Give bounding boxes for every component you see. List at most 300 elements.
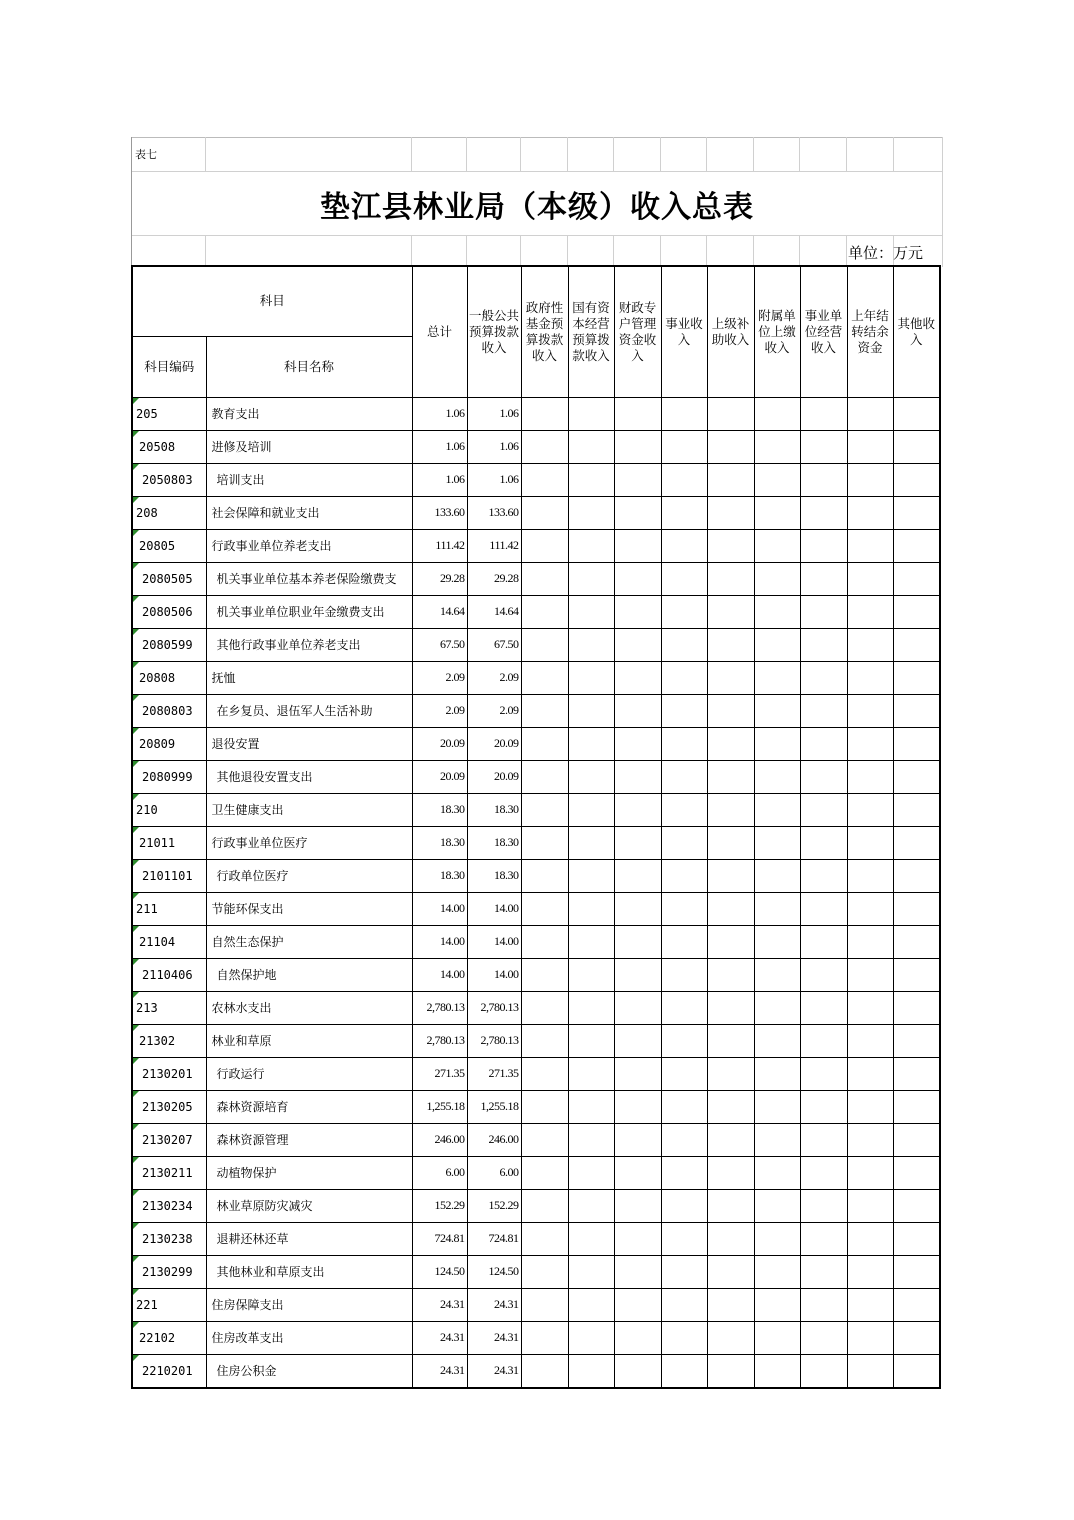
empty-cell <box>754 1090 800 1123</box>
subject-name-cell: 行政事业单位养老支出 <box>206 529 412 562</box>
empty-cell <box>800 1354 847 1388</box>
empty-cell <box>614 430 661 463</box>
empty-cell <box>800 1024 847 1057</box>
empty-cell <box>893 760 940 793</box>
empty-cell <box>568 1288 614 1321</box>
subject-name-cell: 其他林业和草原支出 <box>206 1255 412 1288</box>
empty-cell <box>521 826 568 859</box>
empty-cell <box>800 892 847 925</box>
empty-cell <box>800 1288 847 1321</box>
empty-cell <box>800 1090 847 1123</box>
subject-code-cell <box>132 628 206 661</box>
empty-cell <box>847 991 893 1024</box>
empty-cell <box>614 1024 661 1057</box>
empty-cell <box>893 1156 940 1189</box>
empty-cell <box>614 991 661 1024</box>
empty-cell <box>568 1354 614 1388</box>
header-state-capital: 国有资本经营预算拨款收入 <box>568 266 614 397</box>
cell-marker-icon <box>133 827 139 833</box>
empty-cell <box>521 1090 568 1123</box>
subject-name-cell: 其他行政事业单位养老支出 <box>206 628 412 661</box>
total-cell: 14.00 <box>412 958 467 991</box>
total-cell: 24.31 <box>412 1354 467 1388</box>
table-row <box>132 925 940 958</box>
subject-code-cell <box>132 1321 206 1354</box>
table-row <box>132 397 940 430</box>
cell-marker-icon <box>133 1289 139 1295</box>
empty-cell <box>568 1090 614 1123</box>
empty-cell <box>754 1123 800 1156</box>
total-cell: 1.06 <box>412 397 467 430</box>
subject-code-cell <box>132 958 206 991</box>
empty-cell <box>661 826 707 859</box>
general-budget-cell: 14.00 <box>467 892 521 925</box>
subject-code-cell <box>132 1090 206 1123</box>
subject-code-text: 2080599 <box>142 637 193 652</box>
general-budget-cell: 2,780.13 <box>467 1024 521 1057</box>
empty-cell <box>707 1222 754 1255</box>
empty-cell <box>661 463 707 496</box>
empty-cell <box>893 925 940 958</box>
cell-marker-icon <box>133 1025 139 1031</box>
table-row <box>132 892 940 925</box>
table-row <box>132 1255 940 1288</box>
empty-cell <box>521 694 568 727</box>
general-budget-cell: 18.30 <box>467 859 521 892</box>
subject-code-cell <box>132 1057 206 1090</box>
table-row <box>132 1288 940 1321</box>
empty-cell <box>707 1123 754 1156</box>
empty-cell <box>614 727 661 760</box>
empty-cell <box>893 1321 940 1354</box>
subject-name-cell: 节能环保支出 <box>206 892 412 925</box>
subject-code-text: 21302 <box>139 1033 176 1048</box>
total-cell: 724.81 <box>412 1222 467 1255</box>
empty-cell <box>614 1321 661 1354</box>
total-cell: 133.60 <box>412 496 467 529</box>
empty-cell <box>521 793 568 826</box>
empty-cell <box>661 1354 707 1388</box>
total-cell: 18.30 <box>412 826 467 859</box>
general-budget-cell: 24.31 <box>467 1288 521 1321</box>
table-label: 表七 <box>135 148 157 161</box>
subject-code-text: 2130201 <box>142 1066 193 1081</box>
empty-cell <box>707 859 754 892</box>
empty-cell <box>847 859 893 892</box>
empty-cell <box>707 430 754 463</box>
cell-marker-icon <box>133 695 139 701</box>
empty-cell <box>661 430 707 463</box>
empty-cell <box>754 562 800 595</box>
total-cell: 2.09 <box>412 661 467 694</box>
empty-cell <box>893 1255 940 1288</box>
empty-cell <box>661 1222 707 1255</box>
subject-code-cell <box>132 1189 206 1222</box>
header-carryover: 上年结转结余资金 <box>847 266 893 397</box>
table-row <box>132 991 940 1024</box>
empty-cell <box>754 958 800 991</box>
empty-cell <box>614 958 661 991</box>
empty-cell <box>800 463 847 496</box>
empty-cell <box>568 1057 614 1090</box>
empty-cell <box>661 562 707 595</box>
empty-cell <box>661 859 707 892</box>
empty-cell <box>707 496 754 529</box>
subject-code-text: 205 <box>136 406 158 421</box>
empty-cell <box>800 859 847 892</box>
subject-code-text: 2110406 <box>142 967 193 982</box>
page-title: 垫江县林业局（本级）收入总表 <box>320 190 754 225</box>
empty-cell <box>568 661 614 694</box>
empty-cell <box>568 925 614 958</box>
empty-cell <box>521 1024 568 1057</box>
empty-cell <box>614 463 661 496</box>
subject-name-cell: 教育支出 <box>206 397 412 430</box>
total-cell: 18.30 <box>412 859 467 892</box>
header-subject: 科目 <box>132 266 412 336</box>
total-cell: 20.09 <box>412 760 467 793</box>
unit-label: 单位：万元 <box>848 244 924 262</box>
general-budget-cell: 111.42 <box>467 529 521 562</box>
subject-code-cell <box>132 529 206 562</box>
empty-cell <box>614 496 661 529</box>
empty-cell <box>614 859 661 892</box>
empty-cell <box>893 430 940 463</box>
empty-cell <box>614 1090 661 1123</box>
empty-cell <box>847 1354 893 1388</box>
empty-cell <box>521 1255 568 1288</box>
empty-cell <box>800 496 847 529</box>
subject-code-cell <box>132 562 206 595</box>
empty-cell <box>800 595 847 628</box>
empty-cell <box>847 793 893 826</box>
empty-cell <box>614 397 661 430</box>
empty-cell <box>754 397 800 430</box>
empty-cell <box>661 1090 707 1123</box>
subject-code-text: 2080505 <box>142 571 193 586</box>
empty-cell <box>568 1321 614 1354</box>
empty-cell <box>754 1024 800 1057</box>
empty-cell <box>754 727 800 760</box>
empty-cell <box>521 760 568 793</box>
subject-code-cell <box>132 1222 206 1255</box>
subject-name-cell: 自然保护地 <box>206 958 412 991</box>
general-budget-cell: 1,255.18 <box>467 1090 521 1123</box>
empty-cell <box>521 1123 568 1156</box>
empty-cell <box>754 595 800 628</box>
empty-cell <box>521 991 568 1024</box>
empty-cell <box>893 595 940 628</box>
total-cell: 2,780.13 <box>412 1024 467 1057</box>
subject-name-cell: 退役安置 <box>206 727 412 760</box>
empty-cell <box>800 529 847 562</box>
empty-cell <box>568 859 614 892</box>
empty-cell <box>707 826 754 859</box>
empty-cell <box>661 925 707 958</box>
subject-code-text: 20805 <box>139 538 176 553</box>
empty-cell <box>847 1222 893 1255</box>
general-budget-cell: 14.00 <box>467 958 521 991</box>
subject-name-cell: 住房改革支出 <box>206 1321 412 1354</box>
table-row <box>132 1057 940 1090</box>
empty-cell <box>847 1057 893 1090</box>
empty-cell <box>893 397 940 430</box>
empty-cell <box>568 529 614 562</box>
empty-cell <box>521 595 568 628</box>
empty-cell <box>800 1321 847 1354</box>
table-row <box>132 958 940 991</box>
empty-cell <box>707 1189 754 1222</box>
empty-cell <box>754 925 800 958</box>
general-budget-cell: 724.81 <box>467 1222 521 1255</box>
empty-cell <box>521 661 568 694</box>
empty-cell <box>661 793 707 826</box>
subject-name-cell: 进修及培训 <box>206 430 412 463</box>
empty-cell <box>754 793 800 826</box>
empty-cell <box>707 595 754 628</box>
table-row <box>132 595 940 628</box>
empty-cell <box>661 628 707 661</box>
cell-marker-icon <box>133 563 139 569</box>
subject-code-text: 2130234 <box>142 1198 193 1213</box>
table-row <box>132 562 940 595</box>
empty-cell <box>661 661 707 694</box>
general-budget-cell: 67.50 <box>467 628 521 661</box>
empty-cell <box>800 925 847 958</box>
empty-cell <box>847 958 893 991</box>
total-cell: 2,780.13 <box>412 991 467 1024</box>
empty-cell <box>661 760 707 793</box>
subject-code-text: 22102 <box>139 1330 176 1345</box>
empty-cell <box>521 397 568 430</box>
empty-cell <box>893 562 940 595</box>
subject-code-cell <box>132 925 206 958</box>
empty-cell <box>754 661 800 694</box>
subject-code-cell <box>132 661 206 694</box>
empty-cell <box>568 562 614 595</box>
subject-code-cell <box>132 727 206 760</box>
total-cell: 1.06 <box>412 463 467 496</box>
empty-cell <box>614 892 661 925</box>
general-budget-cell: 124.50 <box>467 1255 521 1288</box>
cell-marker-icon <box>133 1157 139 1163</box>
header-name: 科目名称 <box>206 336 412 397</box>
empty-cell <box>568 1123 614 1156</box>
subject-code-text: 2080803 <box>142 703 193 718</box>
subject-name-cell: 卫生健康支出 <box>206 793 412 826</box>
subject-code-cell <box>132 859 206 892</box>
empty-cell <box>614 529 661 562</box>
empty-cell <box>521 727 568 760</box>
empty-cell <box>707 760 754 793</box>
general-budget-cell: 20.09 <box>467 727 521 760</box>
table-row <box>132 859 940 892</box>
empty-cell <box>847 661 893 694</box>
empty-cell <box>707 1354 754 1388</box>
empty-cell <box>754 430 800 463</box>
empty-cell <box>893 496 940 529</box>
total-cell: 246.00 <box>412 1123 467 1156</box>
subject-code-text: 21011 <box>139 835 176 850</box>
empty-cell <box>754 826 800 859</box>
table-row <box>132 628 940 661</box>
empty-cell <box>847 628 893 661</box>
empty-cell <box>568 1255 614 1288</box>
empty-cell <box>661 529 707 562</box>
empty-cell <box>754 529 800 562</box>
subject-name-cell: 机关事业单位职业年金缴费支出 <box>206 595 412 628</box>
empty-cell <box>893 694 940 727</box>
subject-code-text: 2210201 <box>142 1363 193 1378</box>
subject-code-text: 213 <box>136 1000 158 1015</box>
empty-cell <box>521 1354 568 1388</box>
total-cell: 18.30 <box>412 793 467 826</box>
empty-cell <box>800 1156 847 1189</box>
general-budget-cell: 152.29 <box>467 1189 521 1222</box>
empty-cell <box>893 463 940 496</box>
total-cell: 14.00 <box>412 925 467 958</box>
header-gov-fund: 政府性基金预算拨款收入 <box>521 266 568 397</box>
cell-marker-icon <box>133 1223 139 1229</box>
total-cell: 271.35 <box>412 1057 467 1090</box>
empty-cell <box>847 760 893 793</box>
table-body <box>132 397 940 1388</box>
cell-marker-icon <box>133 860 139 866</box>
empty-cell <box>521 1222 568 1255</box>
empty-cell <box>754 1189 800 1222</box>
empty-cell <box>661 727 707 760</box>
subject-code-text: 2130205 <box>142 1099 193 1114</box>
empty-cell <box>800 1222 847 1255</box>
empty-cell <box>754 1057 800 1090</box>
empty-cell <box>521 430 568 463</box>
empty-cell <box>568 694 614 727</box>
empty-cell <box>754 628 800 661</box>
cell-marker-icon <box>133 728 139 734</box>
subject-code-cell <box>132 1255 206 1288</box>
empty-cell <box>847 727 893 760</box>
empty-cell <box>754 463 800 496</box>
empty-cell <box>521 925 568 958</box>
total-cell: 20.09 <box>412 727 467 760</box>
empty-cell <box>847 925 893 958</box>
empty-cell <box>893 859 940 892</box>
subject-code-cell <box>132 595 206 628</box>
empty-cell <box>707 991 754 1024</box>
empty-cell <box>661 1255 707 1288</box>
empty-cell <box>521 463 568 496</box>
empty-cell <box>847 1189 893 1222</box>
empty-cell <box>893 991 940 1024</box>
empty-cell <box>614 1354 661 1388</box>
table-row <box>132 1354 940 1388</box>
table-row <box>132 430 940 463</box>
empty-cell <box>661 1024 707 1057</box>
header-other: 其他收入 <box>893 266 940 397</box>
table-row <box>132 1090 940 1123</box>
cell-marker-icon <box>133 1322 139 1328</box>
empty-cell <box>800 991 847 1024</box>
table-row <box>132 529 940 562</box>
general-budget-cell: 20.09 <box>467 760 521 793</box>
empty-cell <box>614 595 661 628</box>
empty-cell <box>614 1123 661 1156</box>
empty-cell <box>754 1255 800 1288</box>
empty-cell <box>568 628 614 661</box>
subject-code-cell <box>132 1123 206 1156</box>
total-cell: 14.00 <box>412 892 467 925</box>
cell-marker-icon <box>133 431 139 437</box>
empty-cell <box>800 793 847 826</box>
general-budget-cell: 18.30 <box>467 793 521 826</box>
empty-cell <box>707 925 754 958</box>
cell-marker-icon <box>133 1124 139 1130</box>
empty-cell <box>568 760 614 793</box>
empty-cell <box>707 463 754 496</box>
subject-code-text: 2080506 <box>142 604 193 619</box>
subject-code-cell <box>132 463 206 496</box>
empty-cell <box>568 1222 614 1255</box>
header-business: 事业收入 <box>661 266 707 397</box>
cell-marker-icon <box>133 662 139 668</box>
subject-code-text: 2130211 <box>142 1165 193 1180</box>
subject-name-cell: 培训支出 <box>206 463 412 496</box>
subject-code-cell <box>132 397 206 430</box>
empty-cell <box>661 1321 707 1354</box>
empty-cell <box>661 496 707 529</box>
empty-cell <box>614 1057 661 1090</box>
empty-cell <box>893 892 940 925</box>
subject-name-cell: 抚恤 <box>206 661 412 694</box>
empty-cell <box>661 892 707 925</box>
subject-name-cell: 行政运行 <box>206 1057 412 1090</box>
empty-cell <box>568 958 614 991</box>
empty-cell <box>893 793 940 826</box>
empty-cell <box>707 1156 754 1189</box>
subject-name-cell: 住房公积金 <box>206 1354 412 1388</box>
header-affiliated: 附属单位上缴收入 <box>754 266 800 397</box>
subject-code-text: 2050803 <box>142 472 193 487</box>
header-general-budget: 一般公共预算拨款收入 <box>467 266 521 397</box>
cell-marker-icon <box>133 398 139 404</box>
empty-cell <box>800 694 847 727</box>
empty-cell <box>754 991 800 1024</box>
subject-code-cell <box>132 1354 206 1388</box>
empty-cell <box>847 1156 893 1189</box>
subject-code-cell <box>132 496 206 529</box>
empty-cell <box>614 628 661 661</box>
empty-cell <box>707 727 754 760</box>
empty-cell <box>707 793 754 826</box>
empty-cell <box>614 1255 661 1288</box>
empty-cell <box>614 1156 661 1189</box>
empty-cell <box>893 1024 940 1057</box>
empty-cell <box>614 925 661 958</box>
general-budget-cell: 1.06 <box>467 397 521 430</box>
total-cell: 14.64 <box>412 595 467 628</box>
subject-name-cell: 农林水支出 <box>206 991 412 1024</box>
general-budget-cell: 6.00 <box>467 1156 521 1189</box>
empty-cell <box>754 859 800 892</box>
empty-cell <box>893 958 940 991</box>
general-budget-cell: 1.06 <box>467 430 521 463</box>
total-cell: 152.29 <box>412 1189 467 1222</box>
subject-name-cell: 林业草原防灾减灾 <box>206 1189 412 1222</box>
empty-cell <box>847 595 893 628</box>
empty-cell <box>707 1090 754 1123</box>
empty-cell <box>800 958 847 991</box>
cell-marker-icon <box>133 1091 139 1097</box>
